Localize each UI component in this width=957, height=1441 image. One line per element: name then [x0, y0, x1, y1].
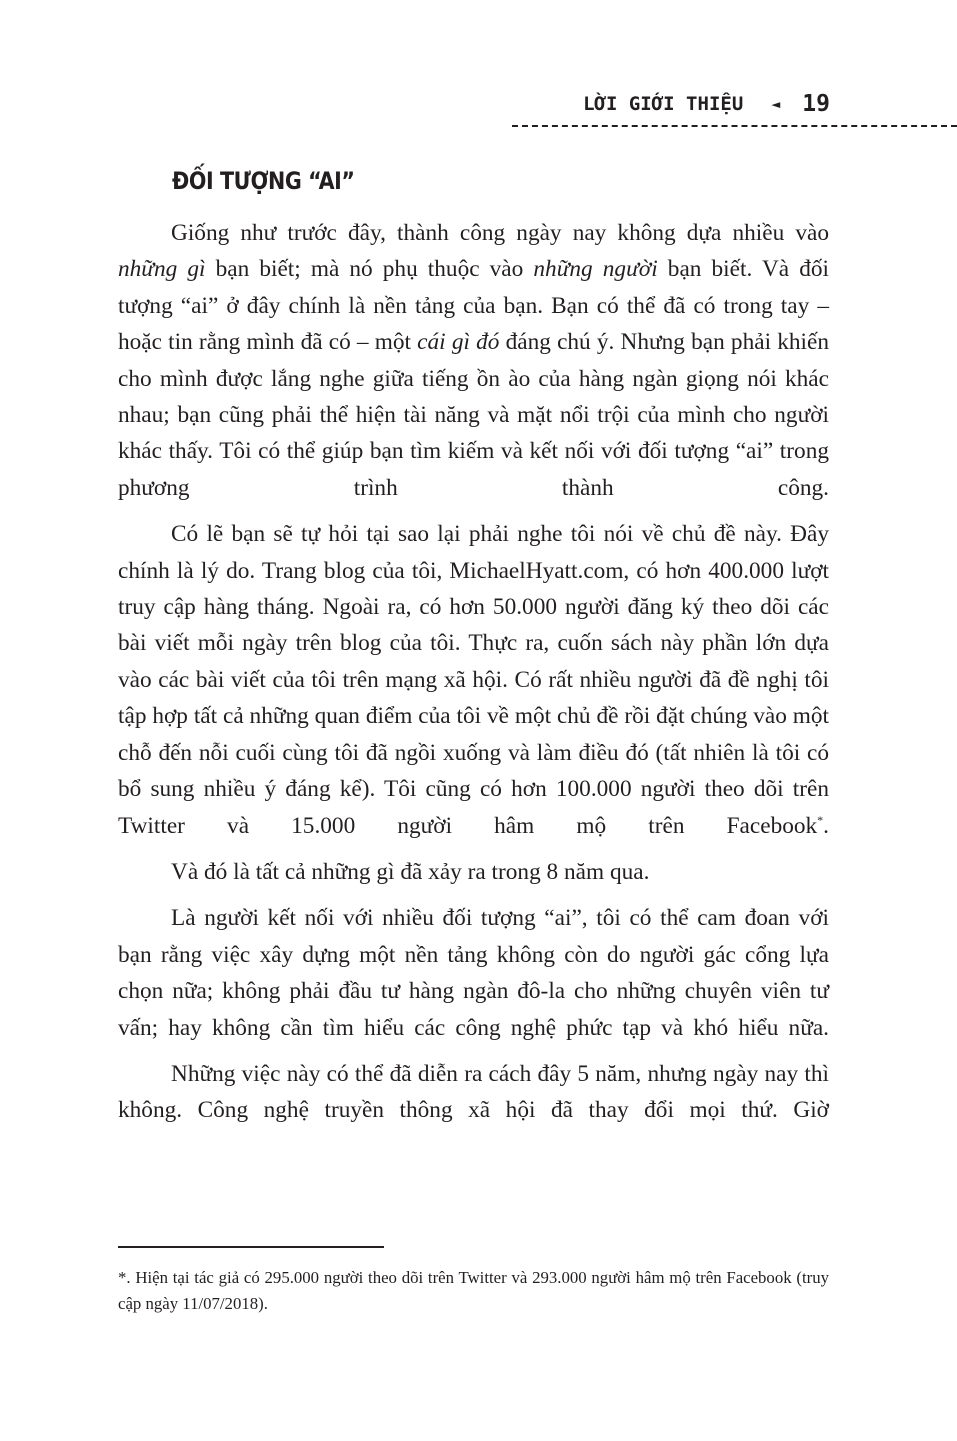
- paragraph-2: [118, 516, 829, 844]
- body-text: [118, 215, 829, 1129]
- p1-italic-f: cái gì đó: [417, 329, 500, 356]
- paragraph-1: [118, 215, 829, 506]
- p1-italic-d: những người: [533, 256, 658, 283]
- p2-tail: .: [823, 812, 829, 839]
- running-head: [560, 88, 830, 120]
- p1-text-a: Giống như trước đây, thành công ngày nay không dựa nhiều vào: [171, 220, 829, 246]
- p1-italic-b: những gì: [118, 256, 206, 283]
- paragraph-4: Là người kết nối với nhiều đối tượng “ai”, tôi có thể cam đoan với bạn rằng việc xây dựng một nền tảng không còn do người gác cổng lựa chọn nữa; không phải đầu tư hàng ngàn đô-la cho những chuyên viên tư vấn; hay không cần tìm hiểu các công nghệ phức tạp và khó hiểu nữa.: [118, 905, 829, 1041]
- footnote-rule: [118, 1246, 384, 1248]
- running-head-title: LỜI GIỚI THIỆU: [583, 93, 744, 115]
- p2-text: Có lẽ bạn sẽ tự hỏi tại sao lại phải nghe tôi nói về chủ đề này. Đây chính là lý do. Trang blog của tôi, MichaelHyatt.com, có hơn 400.000 lượt truy cập hàng tháng. Ngoài ra, có hơn 50.000 người đăng ký theo dõi các bài viết mỗi ngày trên blog của tôi. Thực ra, cuốn sách này phần lớn dựa vào các bài viết của tôi trên mạng xã hội. Có rất nhiều người đã đề nghị tôi tập hợp tất cả những quan điểm của tôi về một chủ đề rồi đặt chúng vào một chỗ đến nỗi cuối cùng tôi đã ngồi xuống và làm điều đó (tất nhiên là tôi có bổ sung nhiều ý đáng kể). Tôi cũng có hơn 100.000 người theo dõi trên Twitter và 15.000 người hâm mộ trên Facebook: [118, 521, 829, 839]
- section-heading: ĐỐI TƯỢNG “AI”: [172, 167, 355, 195]
- paragraph-5: Những việc này có thể đã diễn ra cách đây 5 năm, nhưng ngày nay thì không. Công nghệ truyền thông xã hội đã thay đổi mọi thứ. Giờ: [118, 1060, 829, 1124]
- running-head-dashed-rule: [512, 125, 957, 127]
- left-arrow-icon: ◄: [771, 95, 781, 113]
- paragraph-3: Và đó là tất cả những gì đã xảy ra trong 8 năm qua.: [171, 858, 650, 885]
- p1-text-g: đáng chú ý. Nhưng bạn phải khiến cho mình được lắng nghe giữa tiếng ồn ào của hàng ngàn giọng nói khác nhau; bạn cũng phải thể hiện tài năng và mặt nổi trội của mình cho người khác thấy. Tôi có thể giúp bạn tìm kiếm và kết nối với đối tượng “ai” trong phương trình thành công.: [118, 329, 829, 501]
- footnote-reference: *: [817, 812, 824, 827]
- page-number: 19: [802, 91, 830, 117]
- footnote: *. Hiện tại tác giả có 295.000 người theo dõi trên Twitter và 293.000 người hâm mộ trên Facebook (truy cập ngày 11/07/2018).: [118, 1268, 829, 1313]
- p1-text-e: bạn biết. Và đối tượng “ai” ở đây chính là nền tảng của bạn. Bạn có thể đã có trong tay – hoặc tin rằng mình đã có – một: [118, 256, 829, 356]
- p1-text-c: bạn biết; mà nó phụ thuộc vào: [205, 256, 534, 283]
